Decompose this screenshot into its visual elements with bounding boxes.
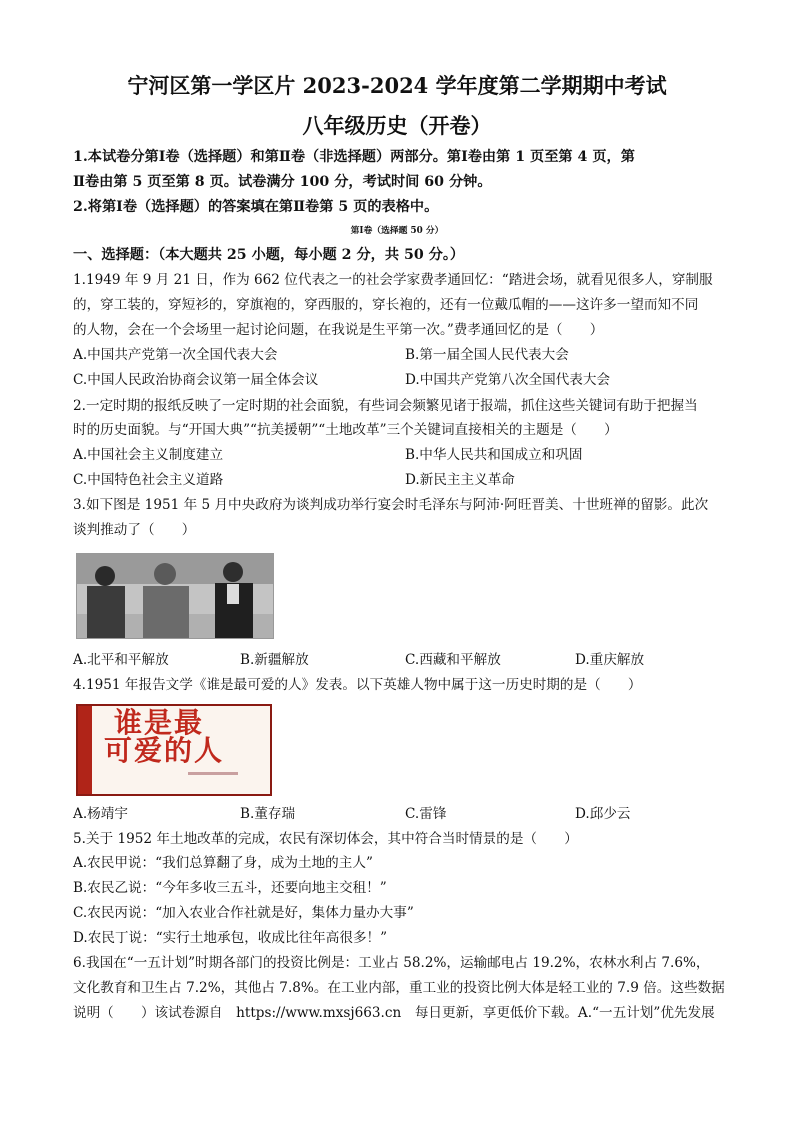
question-5-option-d: D.农民丁说：“实行土地承包，收成比往年高很多！” [73, 930, 388, 946]
question-1-option-a: A.中国共产党第一次全国代表大会 [73, 347, 278, 363]
question-3-text: 3.如下图是 1951 年 5 月中央政府为谈判成功举行宴会时毛泽东与阿沛·阿旺晋美、十世班禅的留影。此次 [73, 497, 709, 513]
exam-title: 宁河区第一学区片 2023-2024 学年度第二学期期中考试 [127, 73, 667, 98]
question-4-text: 4.1951 年报告文学《谁是最可爱的人》发表。以下英雄人物中属于这一历史时期的是（ ） [73, 677, 642, 693]
question-5-option-b: B.农民乙说：“今年多收三五斗，还要向地主交租！” [73, 880, 387, 896]
book-spine [78, 706, 92, 794]
book-title-line-1: 谁是最 [114, 706, 205, 739]
question-1-text: 1.1949 年 9 月 21 日，作为 662 位代表之一的社会学家费孝通回忆：“踏进会场，就看见很多人，穿制服 [73, 272, 713, 288]
question-2-option-a: A.中国社会主义制度建立 [73, 447, 224, 463]
question-2-text: 2.一定时期的报纸反映了一定时期的社会面貌，有些词会频繁见诸于报端，抓住这些关键词有助于把握当 [73, 398, 698, 414]
question-1-text: 的，穿工装的，穿短衫的，穿旗袍的，穿西服的，穿长袍的，还有一位戴瓜帽的——这许多一望而知不同 [73, 297, 699, 313]
book-decoration [188, 772, 238, 775]
question-2-option-d: D.新民主主义革命 [405, 472, 515, 488]
instruction-line: 2.将第Ⅰ卷（选择题）的答案填在第Ⅱ卷第 5 页的表格中。 [73, 199, 439, 215]
question-5-text: 5.关于 1952 年土地改革的完成，农民有深切体会，其中符合当时情景的是（ ） [73, 831, 578, 847]
question-1-option-b: B.第一届全国人民代表大会 [405, 347, 569, 363]
section-heading: 第Ⅰ卷（选择题 50 分） [350, 226, 444, 236]
book-title-line-2: 可爱的人 [104, 734, 225, 767]
question-4-option-d: D.邱少云 [575, 806, 631, 822]
question-5-option-c: C.农民丙说：“加入农业合作社就是好，集体力量办大事” [73, 905, 414, 921]
historical-photo [76, 553, 274, 639]
photo-illustration [77, 554, 273, 638]
part-heading: 一、选择题：（本大题共 25 小题，每小题 2 分，共 50 分。） [73, 247, 465, 263]
question-2-option-c: C.中国特色社会主义道路 [73, 472, 224, 488]
exam-subtitle: 八年级历史（开卷） [302, 113, 492, 138]
question-2-text: 时的历史面貌。与“开国大典”“抗美援朝”“土地改革”三个关键词直接相关的主题是（ ） [73, 422, 618, 438]
question-1-option-d: D.中国共产党第八次全国代表大会 [405, 372, 611, 388]
question-6-text: 6.我国在“一五计划”时期各部门的投资比例是：工业占 58.2%，运输邮电占 19.2%，农林水利占 7.6%， [73, 955, 710, 971]
question-1-text: 的人物，会在一个会场里一起讨论问题，在我说是生平第一次。”费孝通回忆的是（ ） [73, 322, 604, 338]
question-3-option-a: A.北平和平解放 [73, 652, 169, 668]
question-4-option-b: B.董存瑞 [240, 806, 296, 822]
question-4-option-a: A.杨靖宇 [73, 806, 128, 822]
question-5-option-a: A.农民甲说：“我们总算翻了身，成为土地的主人” [73, 855, 373, 871]
question-3-option-c: C.西藏和平解放 [405, 652, 501, 668]
question-6-text: 说明（ ）该试卷源自 https://www.mxsj663.cn 每日更新，享更低价下载。A.“一五计划”优先发展 [73, 1005, 715, 1021]
question-1-option-c: C.中国人民政治协商会议第一届全体会议 [73, 372, 319, 388]
question-4-option-c: C.雷锋 [405, 806, 447, 822]
question-3-option-b: B.新疆解放 [240, 652, 309, 668]
question-3-option-d: D.重庆解放 [575, 652, 645, 668]
question-2-option-b: B.中华人民共和国成立和巩固 [405, 447, 583, 463]
book-cover-image [76, 704, 272, 796]
instruction-line: 1.本试卷分第Ⅰ卷（选择题）和第Ⅱ卷（非选择题）两部分。第Ⅰ卷由第 1 页至第 4 页，第 [73, 149, 635, 165]
question-6-text: 文化教育和卫生占 7.2%，其他占 7.8%。在工业内部，重工业的投资比例大体是轻工业的 7.9 倍。这些数据 [73, 980, 725, 996]
instruction-line: Ⅱ卷由第 5 页至第 8 页。试卷满分 100 分，考试时间 60 分钟。 [73, 174, 492, 190]
question-3-text: 谈判推动了（ ） [73, 522, 196, 538]
